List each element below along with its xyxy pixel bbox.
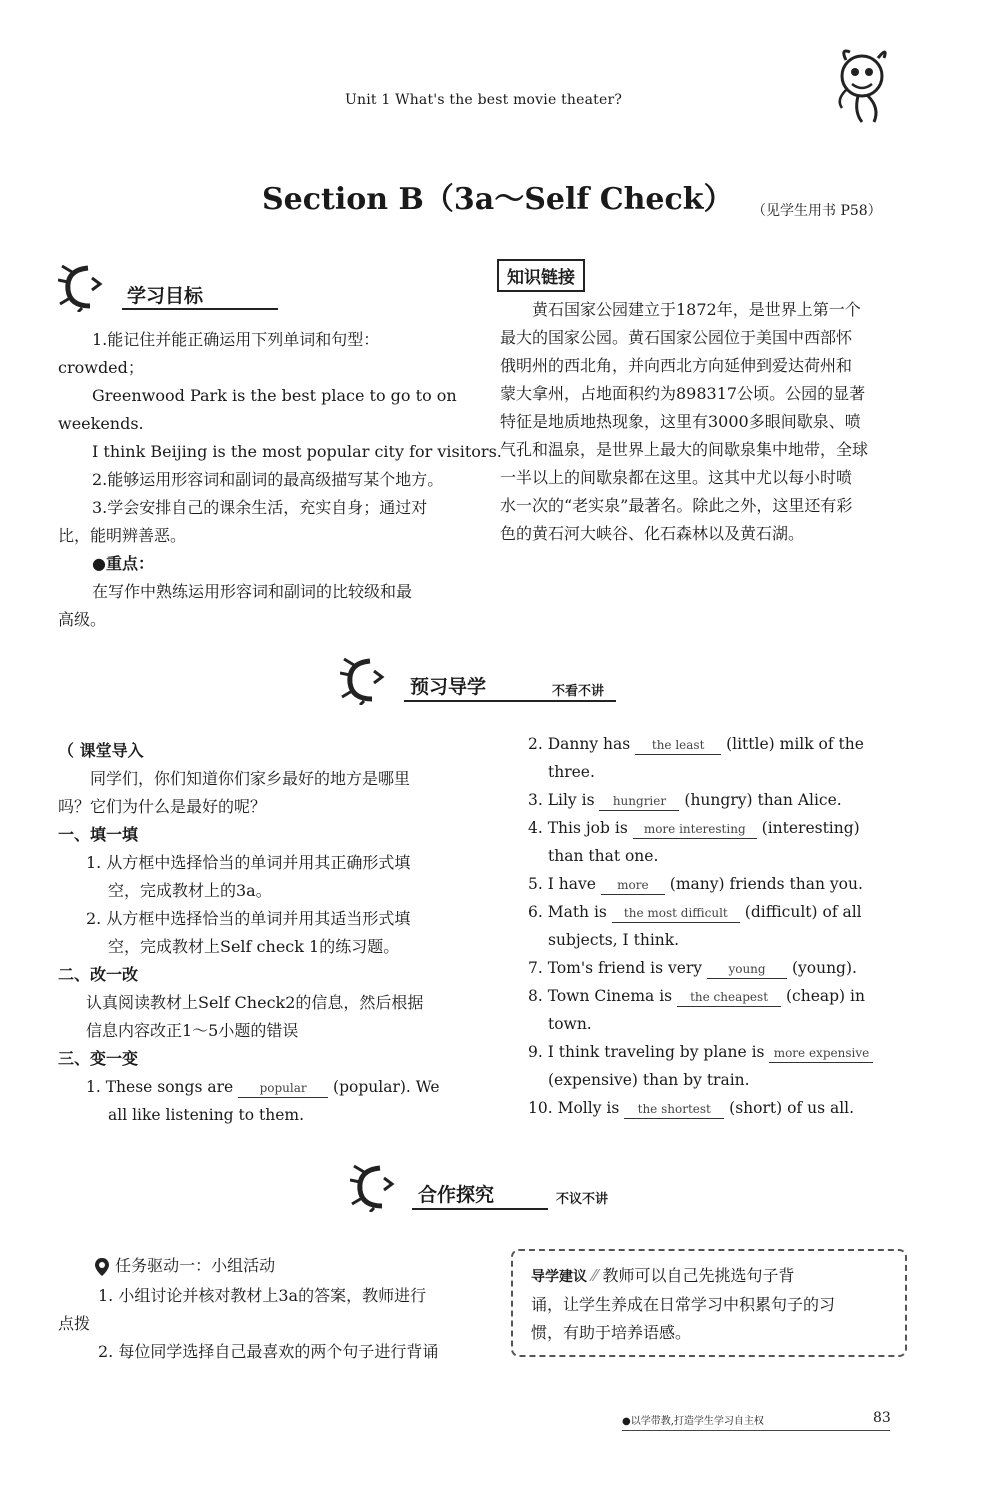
exercise-continuation: than that one. bbox=[548, 847, 659, 865]
tip-line: 教师可以自己先挑选句子背 bbox=[602, 1266, 795, 1285]
goal-line: crowded； bbox=[58, 358, 144, 377]
exercise-hint: (little) milk of the bbox=[726, 735, 864, 753]
knowledge-line: 气孔和温泉，是世界上最大的间歇泉集中地带，全球 bbox=[500, 440, 869, 459]
exercise-item bbox=[528, 730, 918, 758]
answer-blank: young bbox=[707, 960, 787, 979]
goal-line: 1.能记住并能正确运用下列单词和句型： bbox=[92, 330, 380, 349]
exercise-hint: (hungry) than Alice. bbox=[684, 791, 842, 809]
cooperate-heading: 合作探究 bbox=[418, 1184, 495, 1206]
exercise-prompt: 8. Town Cinema is bbox=[528, 987, 673, 1005]
knowledge-label: 知识链接 bbox=[497, 259, 585, 292]
goals-body bbox=[58, 326, 502, 634]
exercise-item bbox=[528, 1094, 918, 1122]
goal-line: weekends. bbox=[58, 414, 144, 433]
mascot-icon bbox=[832, 42, 898, 128]
part2-line: 信息内容改正1～5小题的错误 bbox=[86, 1021, 299, 1040]
exercise-prompt: 7. Tom's friend is very bbox=[528, 959, 703, 977]
part1-line: 空，完成教材上Self check 1的练习题。 bbox=[108, 937, 400, 956]
exercise-continuation: subjects, I think. bbox=[548, 931, 680, 949]
tip-separator-icon: ⁄⁄ bbox=[592, 1266, 598, 1285]
preview-subheading: 不看不讲 bbox=[552, 684, 605, 699]
preview-section-header bbox=[340, 655, 400, 709]
exercise-item bbox=[528, 786, 918, 814]
task-line: 点拨 bbox=[58, 1314, 91, 1333]
part3-title: 三、变一变 bbox=[58, 1049, 139, 1068]
exercise-continuation: (expensive) than by train. bbox=[548, 1071, 750, 1089]
goals-section-header bbox=[58, 262, 118, 316]
answer-blank: the most difficult bbox=[612, 904, 740, 923]
knowledge-line: 一半以上的间歇泉都在这里。这其中尤以每小时喷 bbox=[500, 468, 853, 487]
exercise-prompt: 9. I think traveling by plane is bbox=[528, 1043, 765, 1061]
exercise-item bbox=[528, 814, 918, 842]
part1-title: 一、填一填 bbox=[58, 825, 139, 844]
focus-line: 在写作中熟练运用形容词和副词的比较级和最 bbox=[92, 582, 413, 601]
footer-divider bbox=[622, 1430, 890, 1431]
part2-line: 认真阅读教材上Self Check2的信息，然后根据 bbox=[86, 993, 424, 1012]
preview-left-column bbox=[58, 737, 478, 1129]
exercise-prompt: 4. This job is bbox=[528, 819, 628, 837]
cooperate-body bbox=[58, 1282, 478, 1366]
knowledge-line: 黄石国家公园建立于1872年，是世界上第一个 bbox=[532, 300, 861, 319]
exercise-continuation: three. bbox=[548, 763, 595, 781]
exercise-hint: (popular). We bbox=[333, 1078, 440, 1096]
swirl-emblem-icon bbox=[58, 262, 118, 312]
exercise-item bbox=[58, 1073, 478, 1101]
knowledge-line: 水一次的“老实泉”最著名。除此之外，这里还有彩 bbox=[500, 496, 853, 515]
exercise-prompt: 1. These songs are bbox=[86, 1078, 234, 1096]
tip-line-first bbox=[531, 1262, 899, 1291]
intro-line: 同学们，你们知道你们家乡最好的地方是哪里 bbox=[90, 769, 411, 788]
knowledge-line: 色的黄石河大峡谷、化石森林以及黄石湖。 bbox=[500, 524, 805, 543]
knowledge-line: 特征是地质地热现象，这里有3000多眼间歇泉、喷 bbox=[500, 412, 861, 431]
goal-line: Greenwood Park is the best place to go to on bbox=[92, 386, 457, 405]
book-reference: （见学生用书 P58） bbox=[752, 203, 882, 219]
part1-line: 1. 从方框中选择恰当的单词并用其正确形式填 bbox=[86, 853, 411, 872]
knowledge-line: 蒙大拿州，占地面积约为898317公顷。公园的显著 bbox=[500, 384, 866, 403]
answer-blank: popular bbox=[238, 1079, 328, 1098]
goal-line: 2.能够运用形容词和副词的最高级描写某个地方。 bbox=[92, 470, 444, 489]
goal-line: 比，能明辨善恶。 bbox=[58, 526, 187, 545]
exercise-continuation: all like listening to them. bbox=[108, 1106, 305, 1124]
focus-label: ●重点： bbox=[92, 554, 154, 573]
swirl-emblem-icon bbox=[350, 1162, 410, 1212]
goal-line: 3.学会安排自己的课余生活，充实自身；通过对 bbox=[92, 498, 428, 517]
exercise-continuation: town. bbox=[548, 1015, 592, 1033]
preview-heading: 预习导学 bbox=[410, 676, 487, 698]
exercise-item bbox=[528, 898, 918, 926]
exercise-hint: (cheap) in bbox=[785, 987, 865, 1005]
answer-blank: more expensive bbox=[769, 1044, 873, 1063]
knowledge-body bbox=[500, 296, 910, 548]
location-pin-icon bbox=[94, 1257, 110, 1277]
exercise-prompt: 6. Math is bbox=[528, 903, 607, 921]
goals-divider bbox=[122, 308, 278, 310]
part1-line: 空，完成教材上的3a。 bbox=[108, 881, 272, 900]
exercise-prompt: 5. I have bbox=[528, 875, 596, 893]
task-label: 任务驱动一：小组活动 bbox=[115, 1256, 276, 1275]
part2-title: 二、改一改 bbox=[58, 965, 139, 984]
answer-blank: more interesting bbox=[633, 820, 757, 839]
intro-label-text: 课堂导入 bbox=[79, 741, 144, 760]
exercise-hint: (many) friends than you. bbox=[669, 875, 863, 893]
exercise-hint: (young). bbox=[791, 959, 857, 977]
goals-heading: 学习目标 bbox=[127, 285, 204, 307]
tip-label: 导学建议 bbox=[531, 1269, 587, 1285]
knowledge-line: 最大的国家公园。黄石国家公园位于美国中西部怀 bbox=[500, 328, 853, 347]
tip-line: 诵，让学生养成在日常学习中积累句子的习 bbox=[531, 1295, 836, 1314]
answer-blank: the cheapest bbox=[677, 988, 781, 1007]
exercise-prompt: 3. Lily is bbox=[528, 791, 595, 809]
exercise-item bbox=[528, 870, 918, 898]
preview-right-column bbox=[528, 730, 918, 1122]
knowledge-line: 俄明州的西北角，并向西北方向延伸到爱达荷州和 bbox=[500, 356, 853, 375]
task-line: 2. 每位同学选择自己最喜欢的两个句子进行背诵 bbox=[98, 1342, 439, 1361]
exercise-item bbox=[528, 954, 918, 982]
cooperate-section-header bbox=[350, 1162, 410, 1216]
part1-line: 2. 从方框中选择恰当的单词并用其适当形式填 bbox=[86, 909, 411, 928]
cooperate-subheading: 不议不讲 bbox=[556, 1192, 609, 1207]
running-header: Unit 1 What's the best movie theater? bbox=[345, 92, 623, 108]
exercise-item bbox=[528, 1038, 918, 1066]
exercise-hint: (short) of us all. bbox=[729, 1099, 855, 1117]
tip-line: 惯，有助于培养语感。 bbox=[531, 1323, 692, 1342]
answer-blank: hungrier bbox=[599, 792, 679, 811]
exercise-prompt: 10. Molly is bbox=[528, 1099, 620, 1117]
tip-body bbox=[531, 1262, 899, 1347]
focus-line: 高级。 bbox=[58, 610, 107, 629]
section-title: Section B（3a～Self Check） bbox=[262, 182, 734, 217]
cooperate-divider bbox=[412, 1208, 548, 1210]
goal-line: I think Beijing is the most popular city for visitors. bbox=[92, 442, 502, 461]
swirl-emblem-icon bbox=[340, 655, 400, 705]
task-label-row bbox=[94, 1252, 275, 1280]
exercise-hint: (difficult) of all bbox=[744, 903, 862, 921]
intro-line: 吗？它们为什么是最好的呢？ bbox=[58, 797, 267, 816]
task-line: 1. 小组讨论并核对教材上3a的答案，教师进行 bbox=[98, 1286, 427, 1305]
answer-blank: the least bbox=[635, 736, 721, 755]
page-number: 83 bbox=[873, 1410, 891, 1426]
preview-divider bbox=[404, 700, 616, 702]
intro-label: （ 课堂导入 bbox=[58, 741, 144, 760]
exercise-prompt: 2. Danny has bbox=[528, 735, 631, 753]
footer-slogan: ●以学带教,打造学生学习自主权 bbox=[622, 1416, 764, 1427]
exercise-hint: (interesting) bbox=[761, 819, 860, 837]
exercise-item bbox=[528, 982, 918, 1010]
answer-blank: the shortest bbox=[624, 1100, 724, 1119]
answer-blank: more bbox=[601, 876, 665, 895]
